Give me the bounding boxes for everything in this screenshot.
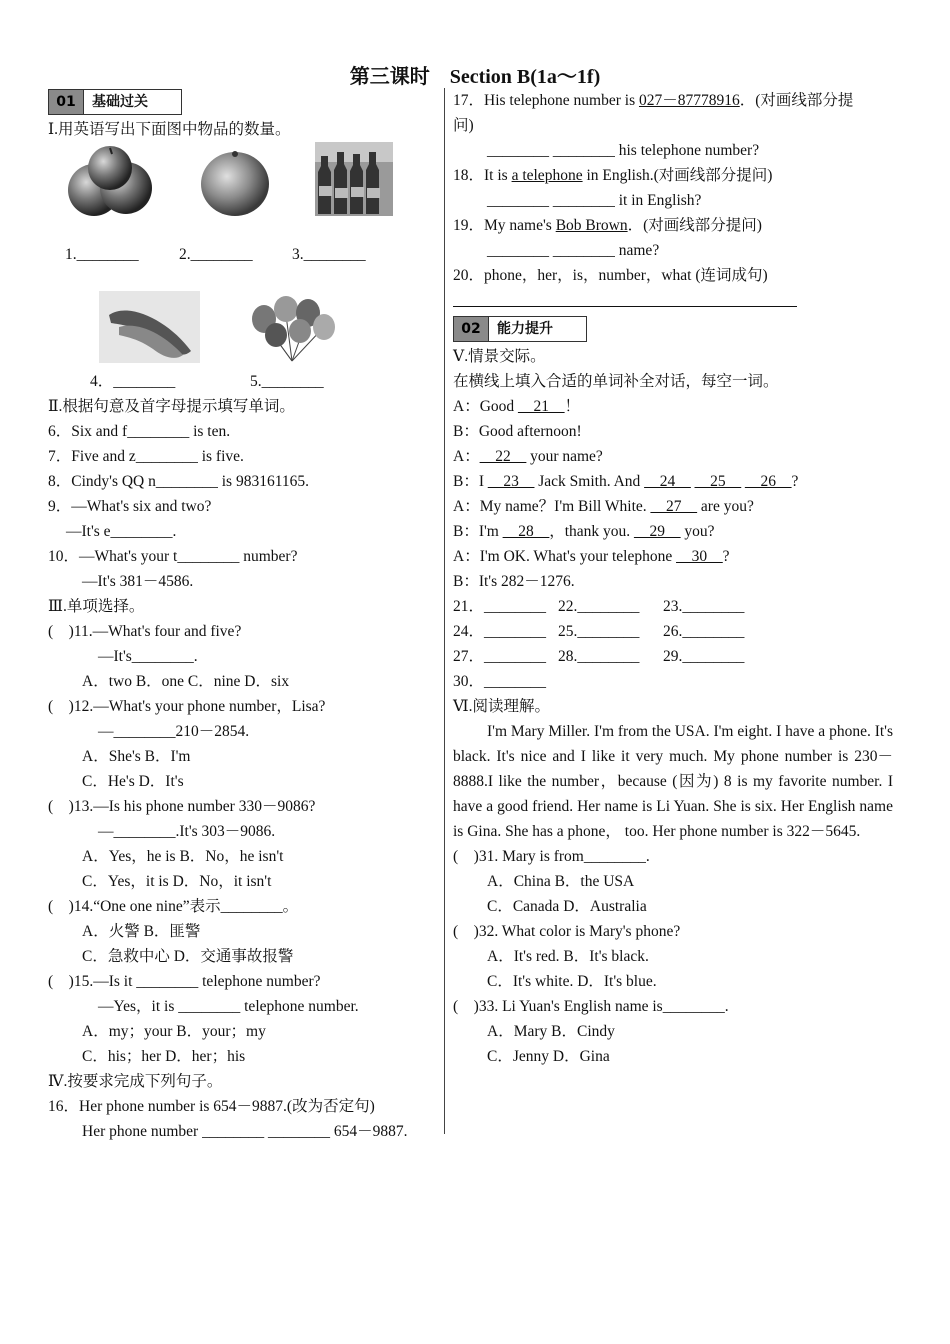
question-9-answer: —It's e________. [66, 523, 177, 540]
section-badge-02 [453, 316, 587, 342]
left-column [48, 88, 440, 1144]
question-9: 9．—What's six and two? [48, 498, 212, 515]
question-32-options-ab: A．It's red. B．It's black. [487, 948, 649, 965]
question-31: ( )31. Mary is from________. [453, 848, 650, 865]
question-18-answer: ________ ________ it in English? [487, 192, 702, 209]
part5-instructions: 在横线上填入合适的单词补全对话，每空一词。 [453, 373, 779, 390]
part4-heading: Ⅳ.按要求完成下列句子。 [48, 1073, 223, 1090]
answer-blank-4[interactable]: 4．________ [90, 373, 176, 390]
picture-labels-1 [48, 242, 440, 267]
blank-30[interactable]: __30__ [676, 548, 723, 565]
dialogue-line-2: B：Good afternoon! [453, 423, 582, 440]
answer-23[interactable]: 23.________ [663, 598, 745, 615]
question-20: 20．phone，her，is，number，what (连词成句) [453, 267, 768, 284]
blank-22[interactable]: __22__ [479, 448, 527, 465]
question-13: ( )13.—Is his phone number 330－9086? [48, 798, 316, 815]
blank-27[interactable]: __27__ [650, 498, 698, 515]
question-16: 16．Her phone number is 654－9887.(改为否定句) [48, 1098, 375, 1115]
dialogue-line-1: A：Good __21__！ [453, 398, 581, 415]
question-18: 18．It is a telephone in English.(对画线部分提问) [453, 167, 773, 184]
question-11-line2: —It's________. [98, 648, 198, 665]
question-12-line2: —________210－2854. [98, 723, 250, 740]
question-13-options-ab: A．Yes，he is B．No，he isn't [82, 848, 284, 865]
question-15-options-cd: C．his；her D．her；his [82, 1048, 246, 1065]
blank-24[interactable]: __24__ [644, 473, 691, 490]
answer-28[interactable]: 28.________ [558, 648, 640, 665]
dialogue-line-5: A：My name？I'm Bill White. __27__ are you? [453, 498, 754, 515]
question-11: ( )11.—What's four and five? [48, 623, 242, 640]
answer-30[interactable]: 30．________ [453, 673, 547, 690]
orange-image [198, 146, 272, 218]
question-7: 7．Five and z________ is five. [48, 448, 244, 465]
section-badge-01 [48, 89, 182, 115]
answer-line-20[interactable] [453, 288, 797, 307]
question-33-options-cd: C．Jenny D．Gina [487, 1048, 610, 1065]
question-12-options-cd: C．He's D．It's [82, 773, 184, 790]
answer-27[interactable]: 27．________ [453, 648, 547, 665]
dialogue-line-7: A：I'm OK. What's your telephone __30__? [453, 548, 730, 565]
column-divider [444, 88, 445, 1134]
question-33-options-ab: A．Mary B．Cindy [487, 1023, 615, 1040]
question-31-options-cd: C．Canada D．Australia [487, 898, 647, 915]
dialogue-line-4: B：I __23__ Jack Smith. And __24__ __25__ __26__? [453, 473, 799, 490]
question-14-options-ab: A．火警 B．匪警 [82, 923, 201, 940]
picture-row-1 [48, 142, 440, 242]
question-17: 17．His telephone number is 027－87778916．(对画线部分提 [453, 92, 854, 109]
cucumbers-image [99, 291, 200, 363]
blank-28[interactable]: __28__ [502, 523, 550, 540]
picture-row-2 [48, 291, 440, 369]
underlined-phrase: Bob Brown [555, 217, 628, 234]
question-17-continued: 问) [453, 117, 474, 134]
question-19-answer: ________ ________ name? [487, 242, 660, 259]
part3-heading: Ⅲ.单项选择。 [48, 598, 145, 615]
question-11-options: A．two B．one C．nine D．six [82, 673, 290, 690]
reading-passage: I'm Mary Miller. I'm from the USA. I'm eight. I have a phone. It's black. It's nice and I like it very much. My phone number is 230－8888.I like the number，because (因为) 8 is my favorite number. I have a good friend. Her name is Li Yuan. She is six. Her English name is Gina. She has a phone， too. Her phone number is 322－5645. [453, 723, 893, 840]
section-label: 基础过关 [92, 94, 148, 110]
question-15-options-ab: A．my；your B．your；my [82, 1023, 266, 1040]
question-19: 19．My name's Bob Brown．(对画线部分提问) [453, 217, 762, 234]
picture-labels-2 [48, 369, 440, 394]
question-33: ( )33. Li Yuan's English name is________. [453, 998, 729, 1015]
answer-24[interactable]: 24．________ [453, 623, 547, 640]
blank-23[interactable]: __23__ [487, 473, 535, 490]
right-column [453, 88, 893, 1069]
question-17-answer: ________ ________ his telephone number? [487, 142, 760, 159]
answer-22[interactable]: 22.________ [558, 598, 640, 615]
blank-29[interactable]: __29__ [634, 523, 681, 540]
answer-blank-3[interactable]: 3.________ [292, 246, 366, 263]
part1-heading: Ⅰ.用英语写出下面图中物品的数量。 [48, 121, 291, 138]
answer-blank-2[interactable]: 2.________ [179, 246, 253, 263]
apples-image [64, 144, 156, 218]
underlined-phrase: a telephone [511, 167, 583, 184]
question-12: ( )12.—What's your phone number，Lisa? [48, 698, 326, 715]
question-31-options-ab: A．China B．the USA [487, 873, 635, 890]
dialogue-line-3: A：__22__ your name? [453, 448, 603, 465]
answer-blank-5[interactable]: 5.________ [250, 373, 324, 390]
section-number: 02 [454, 317, 489, 341]
question-15-line2: —Yes，it is ________ telephone number. [98, 998, 359, 1015]
answer-21[interactable]: 21．________ [453, 598, 547, 615]
balloons-image [246, 295, 338, 363]
underlined-phrase: 027－87778916 [638, 92, 740, 109]
question-14-options-cd: C．急救中心 D．交通事故报警 [82, 948, 294, 965]
question-32: ( )32. What color is Mary's phone? [453, 923, 681, 940]
blank-21[interactable]: __21__ [518, 398, 565, 415]
bottles-image [315, 142, 393, 216]
section-number: 01 [49, 90, 84, 114]
answer-grid [453, 594, 893, 694]
question-13-line2: —________.It's 303－9086. [98, 823, 276, 840]
blank-26[interactable]: __26__ [744, 473, 792, 490]
question-14: ( )14.“One one nine”表示________。 [48, 898, 299, 915]
question-10-answer: —It's 381－4586. [82, 573, 194, 590]
section-label: 能力提升 [497, 321, 553, 337]
question-15: ( )15.—Is it ________ telephone number? [48, 973, 321, 990]
question-13-options-cd: C．Yes，it is D．No，it isn't [82, 873, 272, 890]
question-12-options-ab: A．She's B．I'm [82, 748, 191, 765]
dialogue-line-6: B：I'm __28__，thank you. __29__ you? [453, 523, 715, 540]
answer-25[interactable]: 25.________ [558, 623, 640, 640]
question-6: 6．Six and f________ is ten. [48, 423, 231, 440]
part6-heading: Ⅵ.阅读理解。 [453, 698, 550, 715]
question-16-answer: Her phone number ________ ________ 654－9887. [82, 1123, 408, 1140]
answer-blank-1[interactable]: 1.________ [65, 246, 139, 263]
dialogue-line-8: B：It's 282－1276. [453, 573, 575, 590]
page-title: 第三课时 Section B(1a～1f) [349, 66, 601, 88]
blank-25[interactable]: __25__ [694, 473, 742, 490]
question-32-options-cd: C．It's white. D．It's blue. [487, 973, 657, 990]
answer-26[interactable]: 26.________ [663, 623, 745, 640]
answer-29[interactable]: 29.________ [663, 648, 745, 665]
part2-heading: Ⅱ.根据句意及首字母提示填写单词。 [48, 398, 295, 415]
question-10: 10．—What's your t________ number? [48, 548, 298, 565]
part5-heading: Ⅴ.情景交际。 [453, 348, 546, 365]
question-8: 8．Cindy's QQ n________ is 983161165. [48, 473, 309, 490]
